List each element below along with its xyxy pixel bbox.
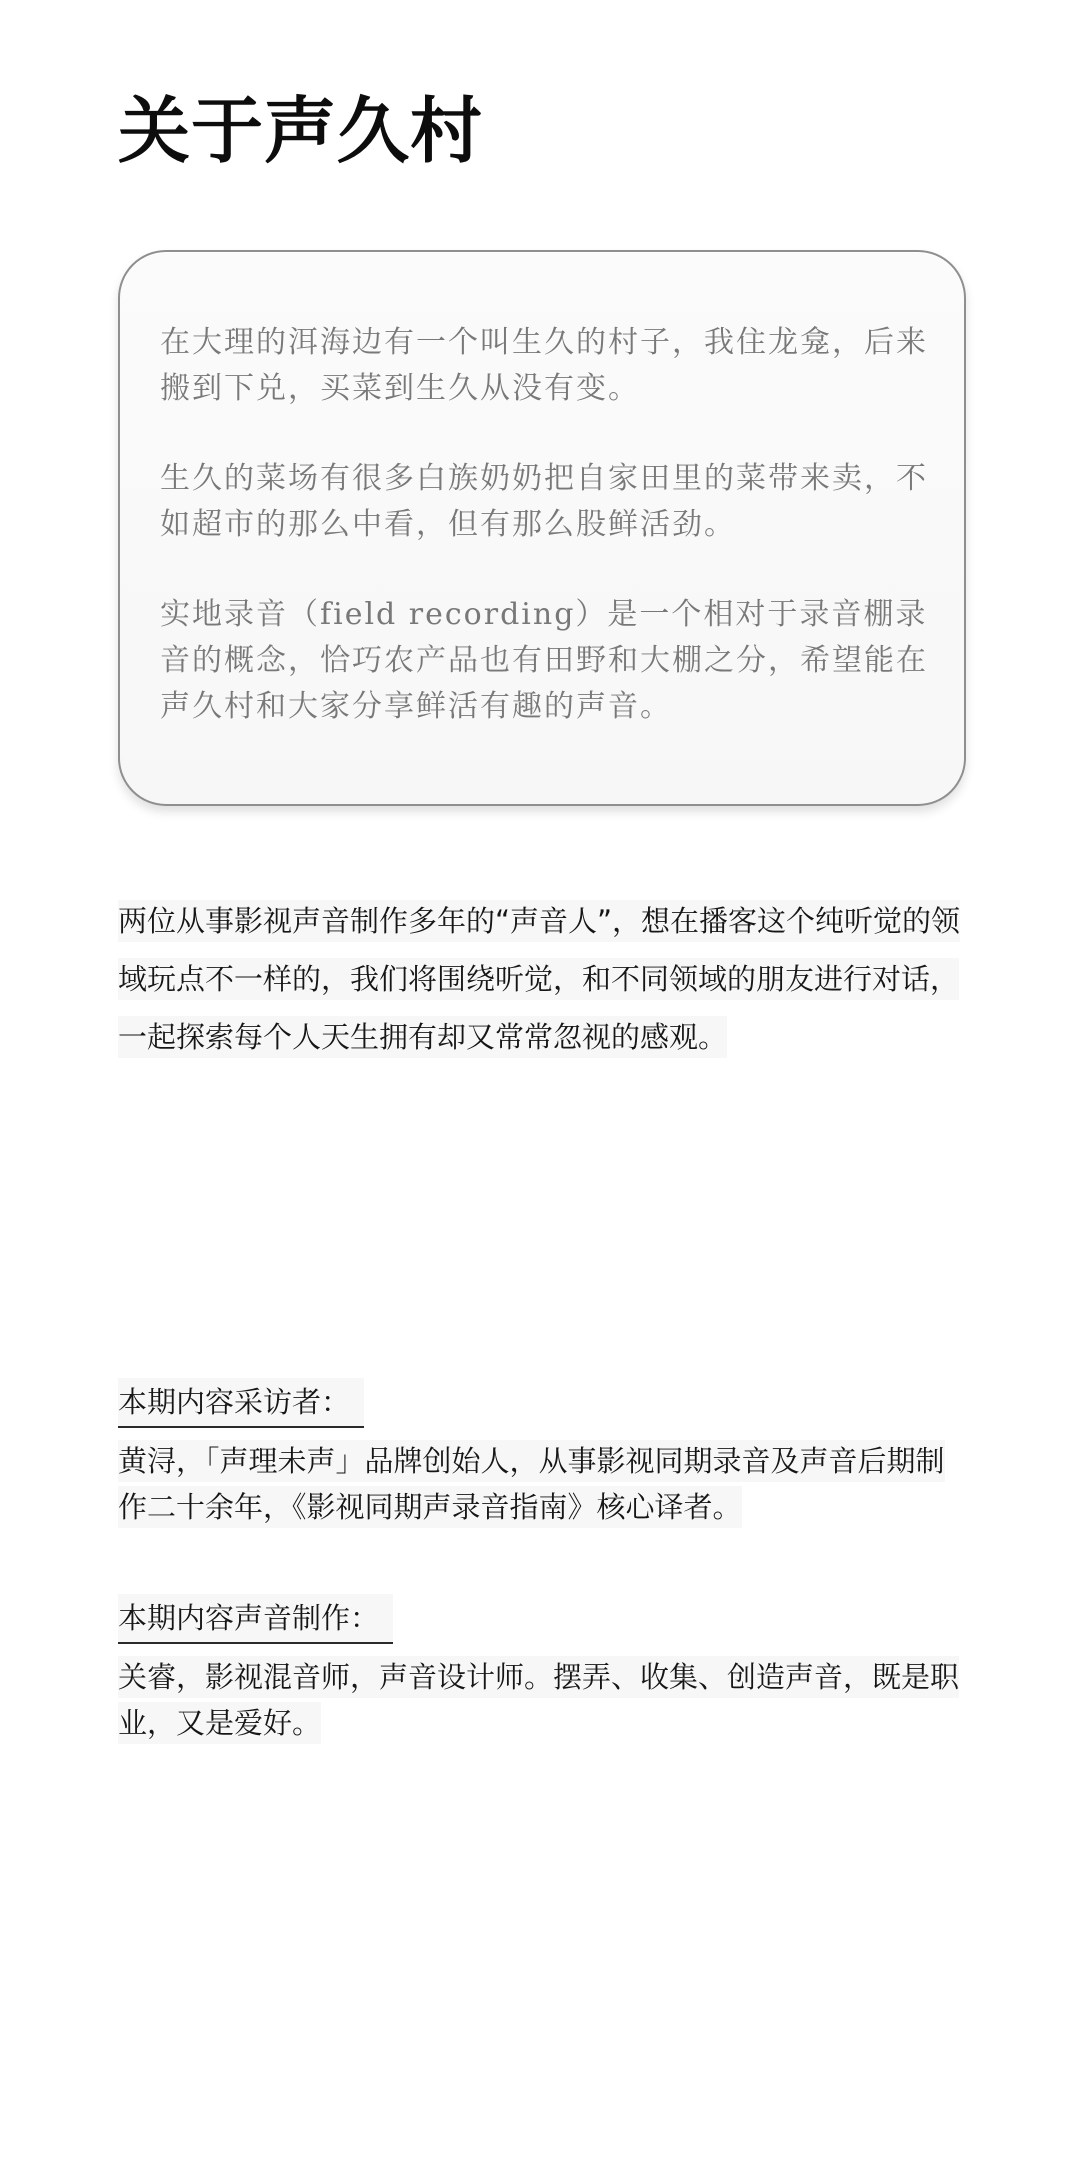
interviewer-text: 黄浔，「声理未声」品牌创始人，从事影视同期录音及声音后期制作二十余年，《影视同期声录音指南》核心译者。 — [118, 1440, 945, 1528]
note-paragraph-2: 生久的菜场有很多白族奶奶把自家田里的菜带来卖，不如超市的那么中看，但有那么股鲜活劲。 — [160, 461, 928, 542]
producer-body — [118, 1654, 968, 1746]
interviewer-body — [118, 1438, 968, 1530]
page-title: 关于声久村 — [118, 89, 484, 173]
note-paragraph-1: 在大理的洱海边有一个叫生久的村子，我住龙龛，后来搬到下兑，买菜到生久从没有变。 — [160, 325, 928, 406]
producer-text: 关睿，影视混音师，声音设计师。摆弄、收集、创造声音，既是职业，又是爱好。 — [118, 1656, 959, 1744]
note-card — [118, 250, 966, 806]
intro-text: 两位从事影视声音制作多年的“声音人”，想在播客这个纯听觉的领域玩点不一样的，我们将围绕听觉，和不同领域的朋友进行对话，一起探索每个人天生拥有却又常常忽视的感观。 — [118, 900, 960, 1058]
note-paragraph-3: 实地录音（field recording）是一个相对于录音棚录音的概念，恰巧农产品也有田野和大棚之分，希望能在声久村和大家分享鲜活有趣的声音。 — [160, 597, 928, 724]
producer-heading: 本期内容声音制作： — [118, 1594, 393, 1644]
intro-paragraph — [118, 892, 966, 1066]
interviewer-heading: 本期内容采访者： — [118, 1378, 364, 1428]
